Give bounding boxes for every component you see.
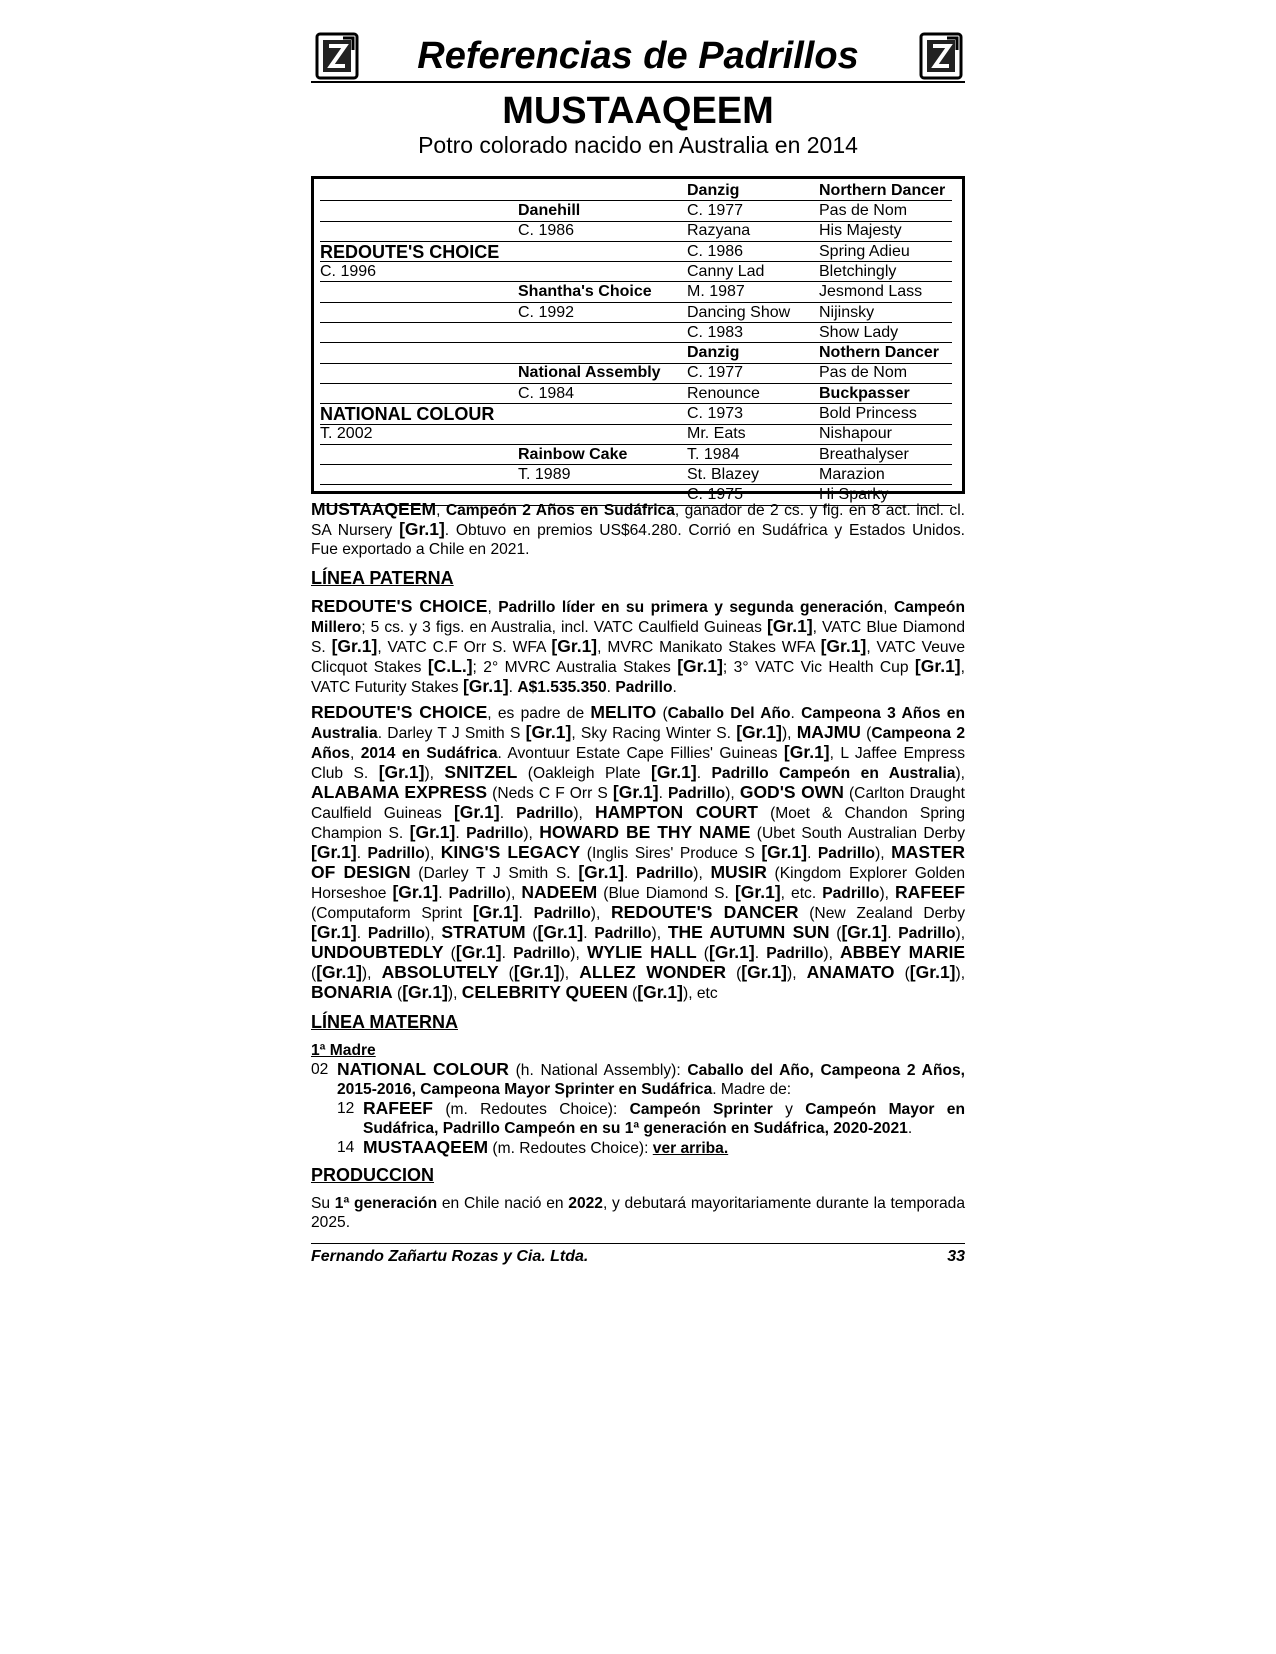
pedigree-cell: Show Lady bbox=[819, 323, 952, 343]
pedigree-cell bbox=[320, 221, 518, 241]
pedigree-cell bbox=[320, 363, 518, 383]
pedigree-box bbox=[311, 176, 965, 504]
body-text bbox=[311, 500, 965, 1232]
pedigree-cell bbox=[320, 444, 518, 464]
pedigree-cell bbox=[320, 282, 518, 302]
section-heading-produccion: PRODUCCION bbox=[311, 1165, 435, 1185]
pedigree-cell: T. 2002 bbox=[320, 424, 518, 444]
pedigree-cell: Mr. Eats bbox=[687, 424, 819, 444]
pedigree-cell: T. 1989 bbox=[518, 465, 687, 485]
pedigree-cell bbox=[518, 323, 687, 343]
ver-arriba-link[interactable]: ver arriba. bbox=[652, 1140, 729, 1157]
materna-entry-1: 02 NATIONAL COLOUR (h. National Assembly): Caballo del Año, Campeona 2 Años, 2015-2016, Campeona Mayor Sprinter en Sudáfrica. Madre de: bbox=[311, 1059, 965, 1098]
pedigree-row bbox=[320, 282, 952, 302]
intro-paragraph: MUSTAAQEEM, Campeón 2 Años en Sudáfrica, ganador de 2 cs. y fig. en 8 act. incl. cl. SA Nursery [Gr.1]. Obtuvo en premios US$64.280. Corrió en Sudáfrica y Estados Unidos. Fue exportado a Chile en 2021. bbox=[311, 499, 965, 558]
pedigree-cell bbox=[320, 485, 518, 505]
pedigree-cell: Shantha's Choice bbox=[518, 282, 687, 302]
pedigree-row bbox=[320, 262, 952, 282]
header-title: Referencias de Padrillos bbox=[417, 35, 859, 77]
pedigree-cell: C. 1973 bbox=[687, 404, 819, 424]
pedigree-cell bbox=[518, 485, 687, 505]
pedigree-row bbox=[320, 323, 952, 343]
section-heading-paterna: LÍNEA PATERNA bbox=[311, 568, 454, 588]
pedigree-cell: Jesmond Lass bbox=[819, 282, 952, 302]
pedigree-row bbox=[320, 485, 952, 505]
subheading-madre: 1ª Madre bbox=[311, 1042, 376, 1059]
pedigree-cell: Marazion bbox=[819, 465, 952, 485]
pedigree-cell: Nothern Dancer bbox=[819, 343, 952, 363]
page-header bbox=[311, 30, 965, 84]
pedigree-cell: Nijinsky bbox=[819, 302, 952, 322]
pedigree-cell bbox=[518, 241, 687, 261]
page-footer bbox=[311, 1243, 965, 1265]
pedigree-cell: Spring Adieu bbox=[819, 241, 952, 261]
pedigree-cell: Buckpasser bbox=[819, 383, 952, 403]
materna-entry-2: 12 RAFEEF (m. Redoutes Choice): Campeón Sprinter y Campeón Mayor en Sudáfrica, Padrillo Campeón en su 1ª generación en Sudáfrica, 2020-2021. bbox=[337, 1098, 966, 1137]
pedigree-cell: C. 1975 bbox=[687, 485, 819, 505]
pedigree-cell: Canny Lad bbox=[687, 262, 819, 282]
materna-entry-3: 14 MUSTAAQEEM (m. Redoutes Choice): ver arriba. bbox=[337, 1137, 729, 1157]
pedigree-cell: C. 1984 bbox=[518, 383, 687, 403]
produccion-paragraph: Su 1ª generación en Chile nació en 2022, y debutará mayoritariamente durante la temporada 2025. bbox=[311, 1195, 966, 1231]
pedigree-cell: C. 1992 bbox=[518, 302, 687, 322]
pedigree-cell bbox=[320, 201, 518, 221]
pedigree-row bbox=[320, 404, 952, 424]
shield-logo-icon bbox=[917, 32, 965, 80]
pedigree-cell bbox=[518, 343, 687, 363]
pedigree-cell: Hi Sparky bbox=[819, 485, 952, 505]
pedigree-cell: Pas de Nom bbox=[819, 201, 952, 221]
pedigree-cell: C. 1996 bbox=[320, 262, 518, 282]
pedigree-row bbox=[320, 241, 952, 261]
pedigree-table bbox=[320, 181, 952, 506]
pedigree-cell: Northern Dancer bbox=[819, 181, 952, 201]
pedigree-row bbox=[320, 343, 952, 363]
pedigree-cell: Breathalyser bbox=[819, 444, 952, 464]
pedigree-cell: REDOUTE'S CHOICE bbox=[320, 241, 518, 261]
pedigree-cell: Rainbow Cake bbox=[518, 444, 687, 464]
pedigree-cell bbox=[518, 404, 687, 424]
pedigree-row bbox=[320, 363, 952, 383]
page-number: 33 bbox=[947, 1248, 965, 1265]
pedigree-row bbox=[320, 465, 952, 485]
pedigree-cell bbox=[518, 262, 687, 282]
pedigree-cell: His Majesty bbox=[819, 221, 952, 241]
paterna-paragraph-1: REDOUTE'S CHOICE, Padrillo líder en su primera y segunda generación, Campeón Millero; 5 cs. y 3 figs. en Australia, incl. VATC Caulfield Guineas [Gr.1], VATC Blue Diamond S. [Gr.1], VATC C.F Orr S. WFA [Gr.1], MVRC Manikato Stakes WFA [Gr.1], VATC Veuve Clicquot Stakes [C.L.]; 2° MVRC Australia Stakes [Gr.1]; 3° VATC Vic Health Cup [Gr.1], VATC Futurity Stakes [Gr.1]. A$1.535.350. Padrillo. bbox=[311, 596, 966, 696]
pedigree-cell: Razyana bbox=[687, 221, 819, 241]
pedigree-cell bbox=[320, 383, 518, 403]
pedigree-cell bbox=[320, 465, 518, 485]
pedigree-cell bbox=[518, 181, 687, 201]
pedigree-cell: Bold Princess bbox=[819, 404, 952, 424]
pedigree-row bbox=[320, 221, 952, 241]
horse-name: MUSTAAQEEM bbox=[502, 90, 774, 132]
paterna-paragraph-2: REDOUTE'S CHOICE, es padre de MELITO (Caballo Del Año. Campeona 3 Años en Australia. Darley T J Smith S [Gr.1], Sky Racing Winter S. [Gr.1]), MAJMU (Campeona 2 Años, 2014 en Sudáfrica. Avontuur Estate Cape Fillies' Guineas [Gr.1], L Jaffee Empress Club S. [Gr.1]), SNITZEL (Oakleigh Plate [Gr.1]. Padrillo Campeón en Australia), ALABAMA EXPRESS (Neds C F Orr S [Gr.1]. Padrillo), GOD'S OWN (Carlton Draught Caulfield Guineas [Gr.1]. Padrillo), HAMPTON COURT (Moet & Chandon Spring Champion S. [Gr.1]. Padrillo), HOWARD BE THY NAME (Ubet South Australian Derby [Gr.1]. Padrillo), KING'S LEGACY (Inglis Sires' Produce S [Gr.1]. Padrillo), MASTER OF DESIGN (Darley T J Smith S. [Gr.1]. Padrillo), MUSIR (Kingdom Explorer Golden Horseshoe [Gr.1]. Padrillo), NADEEM (Blue Diamond S. [Gr.1], etc. Padrillo), RAFEEF (Computaform Sprint [Gr.1]. Padrillo), REDOUTE'S DANCER (New Zealand Derby [Gr.1]. Padrillo), STRATUM ([Gr.1]. Padrillo), THE AUTUMN SUN ([Gr.1]. Padrillo), UNDOUBTEDLY ([Gr.1]. Padrillo), WYLIE HALL ([Gr.1]. Padrillo), ABBEY MARIE ([Gr.1]), ABSOLUTELY ([Gr.1]), ALLEZ WONDER ([Gr.1]), ANAMATO ([Gr.1]), BONARIA ([Gr.1]), CELEBRITY QUEEN ([Gr.1]), etc bbox=[311, 702, 966, 1002]
pedigree-cell: Danzig bbox=[687, 181, 819, 201]
pedigree-cell bbox=[320, 302, 518, 322]
pedigree-cell: C. 1977 bbox=[687, 363, 819, 383]
header-divider bbox=[311, 81, 965, 83]
pedigree-cell: C. 1986 bbox=[687, 241, 819, 261]
pedigree-row bbox=[320, 424, 952, 444]
pedigree-cell: C. 1986 bbox=[518, 221, 687, 241]
pedigree-row bbox=[320, 201, 952, 221]
pedigree-cell: T. 1984 bbox=[687, 444, 819, 464]
pedigree-cell bbox=[320, 181, 518, 201]
pedigree-cell: Renounce bbox=[687, 383, 819, 403]
pedigree-cell: St. Blazey bbox=[687, 465, 819, 485]
pedigree-row bbox=[320, 383, 952, 403]
pedigree-cell: Dancing Show bbox=[687, 302, 819, 322]
pedigree-cell: Bletchingly bbox=[819, 262, 952, 282]
pedigree-cell: Pas de Nom bbox=[819, 363, 952, 383]
pedigree-cell: Danehill bbox=[518, 201, 687, 221]
pedigree-cell bbox=[320, 343, 518, 363]
footer-company: Fernando Zañartu Rozas y Cia. Ltda. bbox=[311, 1248, 589, 1265]
pedigree-cell: Danzig bbox=[687, 343, 819, 363]
pedigree-cell bbox=[518, 424, 687, 444]
section-heading-materna: LÍNEA MATERNA bbox=[311, 1012, 458, 1032]
pedigree-cell bbox=[320, 323, 518, 343]
pedigree-cell: NATIONAL COLOUR bbox=[320, 404, 518, 424]
pedigree-row bbox=[320, 181, 952, 201]
pedigree-cell: National Assembly bbox=[518, 363, 687, 383]
pedigree-row bbox=[320, 302, 952, 322]
pedigree-cell: M. 1987 bbox=[687, 282, 819, 302]
pedigree-cell: Nishapour bbox=[819, 424, 952, 444]
pedigree-row bbox=[320, 444, 952, 464]
document-page bbox=[311, 30, 965, 1238]
pedigree-cell: C. 1977 bbox=[687, 201, 819, 221]
pedigree-cell: C. 1983 bbox=[687, 323, 819, 343]
horse-subtitle: Potro colorado nacido en Australia en 2014 bbox=[418, 132, 858, 158]
